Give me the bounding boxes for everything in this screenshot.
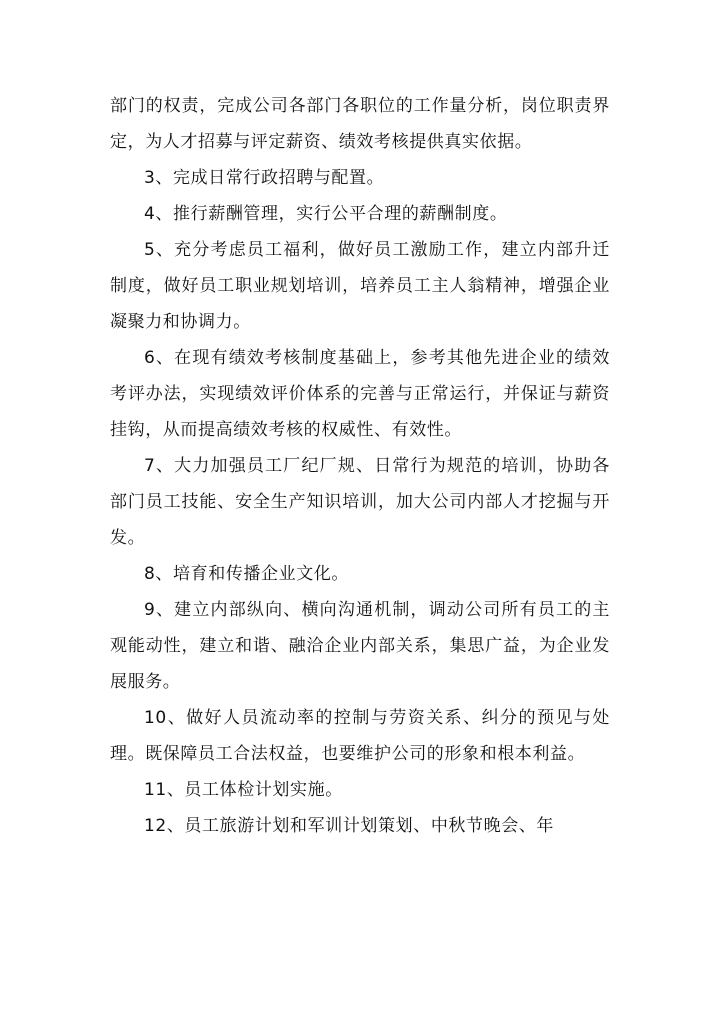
- paragraph-item-12: 12、员工旅游计划和军训计划策划、中秋节晚会、年: [144, 816, 555, 836]
- document-body: [110, 88, 610, 844]
- paragraph-continued: 部门的权责，完成公司各部门各职位的工作量分析，岗位职责界定，为人才招募与评定薪资、绩效考核提供真实依据。: [110, 96, 610, 152]
- paragraph-item-9: 9、建立内部纵向、横向沟通机制，调动公司所有员工的主观能动性，建立和谐、融洽企业内部关系，集思广益，为企业发展服务。: [110, 600, 610, 692]
- paragraph-item-4: 4、推行薪酬管理，实行公平合理的薪酬制度。: [144, 204, 508, 224]
- paragraph-item-8: 8、培育和传播企业文化。: [144, 564, 350, 584]
- paragraph-item-3: 3、完成日常行政招聘与配置。: [144, 168, 385, 188]
- paragraph-item-10: 10、做好人员流动率的控制与劳资关系、纠分的预见与处理。既保障员工合法权益，也要维护公司的形象和根本利益。: [110, 708, 610, 764]
- paragraph-item-6: 6、在现有绩效考核制度基础上，参考其他先进企业的绩效考评办法，实现绩效评价体系的完善与正常运行，并保证与薪资挂钩，从而提高绩效考核的权威性、有效性。: [110, 348, 610, 440]
- paragraph-item-7: 7、大力加强员工厂纪厂规、日常行为规范的培训，协助各部门员工技能、安全生产知识培训，加大公司内部人才挖掘与开发。: [110, 456, 610, 548]
- paragraph-item-5: 5、充分考虑员工福利，做好员工激励工作，建立内部升迁制度，做好员工职业规划培训，培养员工主人翁精神，增强企业凝聚力和协调力。: [110, 240, 610, 332]
- paragraph-item-11: 11、员工体检计划实施。: [144, 780, 343, 800]
